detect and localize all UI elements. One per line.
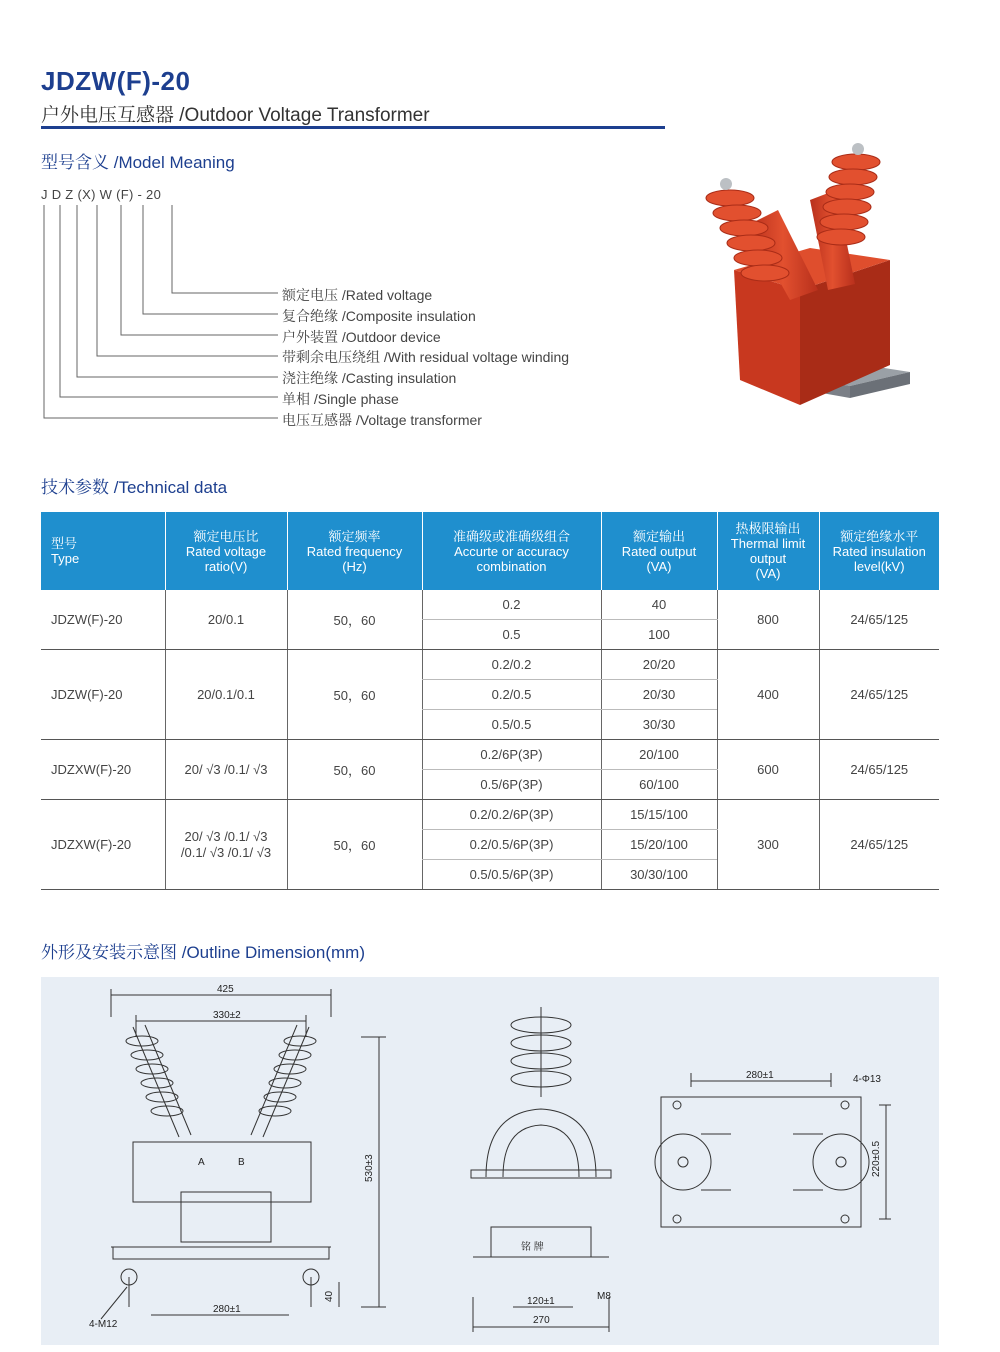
column-header [819, 512, 939, 590]
table-cell: 100 [601, 620, 717, 650]
meaning-item: 单相 /Single phase [282, 391, 399, 407]
dim-base-height: 40 [324, 1290, 335, 1302]
table-cell: JDZXW(F)-20 [41, 800, 165, 890]
table-cell: 15/15/100 [601, 800, 717, 830]
page-title: JDZW(F)-20 [41, 66, 191, 96]
table-cell: JDZW(F)-20 [41, 650, 165, 740]
table-cell: 20/100 [601, 740, 717, 770]
dim-side-inner: 120±1 [527, 1296, 555, 1307]
column-header-text: 额定电压比 [193, 528, 259, 544]
column-header-text: Rated insulation [832, 543, 926, 559]
meaning-item: 额定电压 /Rated voltage [282, 287, 433, 303]
table-cell: 30/30/100 [601, 860, 717, 890]
table-cell: 40 [601, 590, 717, 620]
table-cell [165, 800, 287, 890]
column-header-text: 热极限输出 [735, 521, 801, 536]
column-header-text: level(kV) [853, 558, 905, 574]
table-cell: 60/100 [601, 770, 717, 800]
column-header [41, 512, 165, 590]
table-cell: 0.2/0.2/6P(3P) [422, 800, 601, 830]
column-header-text: 额定绝缘水平 [840, 528, 919, 544]
dim-top-spacing-x: 280±1 [746, 1070, 774, 1081]
page-subtitle: 户外电压互感器 /Outdoor Voltage Transformer [41, 105, 430, 126]
front-view-drawing [101, 989, 386, 1319]
column-header-text: (VA) [755, 566, 781, 581]
dim-screw: M8 [597, 1291, 611, 1302]
column-header-text: Rated voltage [185, 543, 267, 559]
table-cell: 20/20 [601, 650, 717, 680]
table-cell: 300 [717, 800, 819, 890]
outline-drawing-panel [41, 977, 939, 1345]
leader-line-casting [77, 205, 278, 377]
leader-line-voltage-transformer [44, 205, 278, 418]
column-header [422, 512, 601, 590]
table-cell: JDZXW(F)-20 [41, 740, 165, 800]
table-cell: 24/65/125 [819, 650, 939, 740]
table-cell: 0.2/0.2 [422, 650, 601, 680]
label-b: B [238, 1157, 245, 1168]
table-cell: 600 [717, 740, 819, 800]
ratio-line: 20/0.1/0.1 [197, 686, 255, 702]
column-header-text: 额定输出 [632, 528, 685, 544]
label-a: A [198, 1157, 205, 1168]
leader-line-rated-voltage [172, 205, 278, 293]
dim-holes: 4-Φ13 [853, 1074, 881, 1085]
column-header [165, 512, 287, 590]
table-header-row [41, 512, 939, 590]
side-view-drawing [471, 1007, 611, 1332]
outline-drawings [41, 977, 939, 1345]
table-cell: 0.5/6P(3P) [422, 770, 601, 800]
dim-base-spacing: 280±1 [213, 1304, 241, 1315]
meaning-item: 复合绝缘 /Composite insulation [282, 308, 476, 324]
table-cell [165, 740, 287, 800]
dim-top-spacing-y: 220±0.5 [871, 1140, 882, 1177]
column-header-text: 准确级或准确级组合 [452, 528, 570, 544]
column-header-text: Accurte or accuracy [454, 543, 569, 559]
table-cell: 0.5/0.5 [422, 710, 601, 740]
table-cell: 50，60 [287, 650, 422, 740]
column-header [287, 512, 422, 590]
table-row [41, 740, 939, 770]
table-cell: 0.2 [422, 590, 601, 620]
table-cell: 50，60 [287, 740, 422, 800]
table-row [41, 650, 939, 680]
table-cell: JDZW(F)-20 [41, 590, 165, 650]
table-row [41, 800, 939, 830]
table-cell: 0.2/0.5/6P(3P) [422, 830, 601, 860]
meaning-item: 户外装置 /Outdoor device [282, 329, 441, 345]
column-header-text: Rated frequency [306, 543, 403, 559]
column-header-text: 额定频率 [328, 528, 381, 544]
meaning-item: 带剩余电压绕组 /With residual voltage winding [282, 349, 570, 365]
ratio-line: /0.1/ √3 /0.1/ √3 [180, 844, 272, 860]
nameplate-label: 铭 牌 [521, 1242, 544, 1253]
model-meaning-heading: 型号含义 /Model Meaning [41, 153, 235, 172]
table-cell: 800 [717, 590, 819, 650]
table-cell: 0.2/0.5 [422, 680, 601, 710]
table-cell: 50，60 [287, 590, 422, 650]
table-cell: 0.2/6P(3P) [422, 740, 601, 770]
column-header-text: ratio(V) [204, 558, 248, 574]
dim-total-width: 425 [217, 984, 234, 995]
top-view-drawing [655, 1073, 891, 1227]
table-cell: 0.5/0.5/6P(3P) [422, 860, 601, 890]
column-header-text: (VA) [646, 558, 672, 574]
column-header-text: 型号 [51, 536, 78, 551]
leader-line-composite [143, 205, 278, 314]
leader-line-single-phase [60, 205, 278, 397]
table-cell: 400 [717, 650, 819, 740]
model-code-leader-lines [0, 0, 290, 430]
table-cell: 20/30 [601, 680, 717, 710]
technical-heading: 技术参数 /Technical data [41, 478, 228, 497]
model-code: J D Z (X) W (F) - 20 [41, 187, 162, 202]
technical-table [41, 512, 939, 890]
table-cell: 50，60 [287, 800, 422, 890]
column-header-text: combination [476, 558, 547, 574]
product-photo [700, 140, 930, 430]
dim-top-spacing: 330±2 [213, 1010, 241, 1021]
table-cell: 24/65/125 [819, 800, 939, 890]
column-header [601, 512, 717, 590]
ratio-line: 20/ √3 /0.1/ √3 [184, 761, 268, 777]
table-cell [165, 650, 287, 740]
column-header-text: Rated output [621, 543, 697, 559]
table-cell: 24/65/125 [819, 590, 939, 650]
column-header-text: Thermal limit output [730, 536, 806, 566]
leader-line-outdoor [121, 205, 278, 335]
column-header [717, 512, 819, 590]
column-header-text: (Hz) [342, 558, 367, 574]
table-cell [165, 590, 287, 650]
meaning-item: 电压互感器 /Voltage transformer [282, 412, 482, 428]
column-header-text: Type [51, 551, 80, 566]
meaning-item: 浇注绝缘 /Casting insulation [282, 370, 457, 386]
table-cell: 30/30 [601, 710, 717, 740]
table-cell: 24/65/125 [819, 740, 939, 800]
ratio-line: 20/0.1 [207, 611, 245, 627]
table-row [41, 590, 939, 620]
dim-side-outer: 270 [533, 1315, 550, 1326]
dim-bolt: 4-M12 [89, 1319, 118, 1330]
leader-line-residual [97, 205, 278, 356]
table-cell: 15/20/100 [601, 830, 717, 860]
ratio-line: 20/ √3 /0.1/ √3 [184, 828, 268, 844]
dim-height: 530±3 [364, 1154, 375, 1182]
table-cell: 0.5 [422, 620, 601, 650]
outline-heading: 外形及安装示意图 /Outline Dimension(mm) [41, 943, 365, 962]
